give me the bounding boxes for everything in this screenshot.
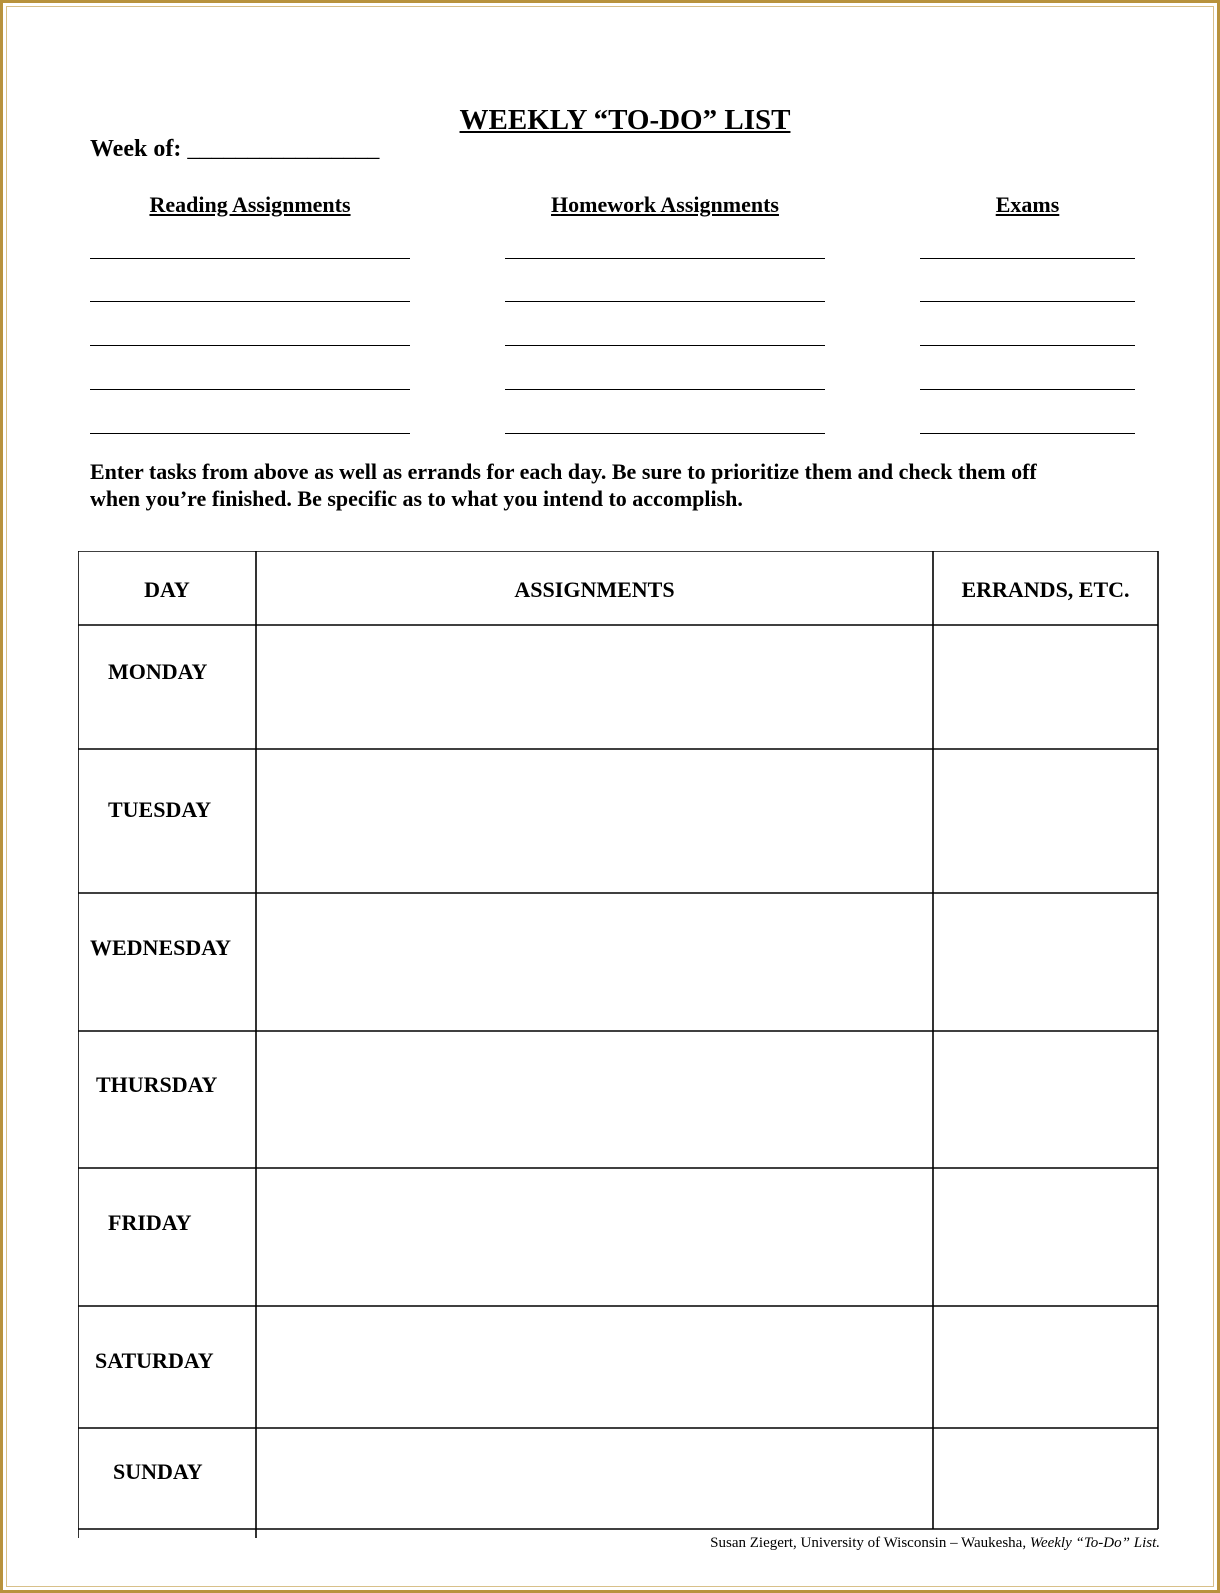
saturday-assignments-cell[interactable] <box>257 1307 932 1427</box>
friday-assignments-cell[interactable] <box>257 1169 932 1305</box>
header-assignments: ASSIGNMENTS <box>514 577 675 602</box>
section-1-blank-line[interactable] <box>90 301 410 302</box>
sunday-assignments-cell[interactable] <box>257 1429 932 1528</box>
day-tuesday: TUESDAY <box>108 797 212 822</box>
week-of-field <box>90 136 379 163</box>
header-day: DAY <box>144 577 190 602</box>
page-title: WEEKLY “TO-DO” LIST <box>459 104 791 136</box>
header-errands: ERRANDS, ETC. <box>961 577 1130 602</box>
footer-credit <box>710 1535 1160 1552</box>
section-1-blank-line[interactable] <box>90 258 410 259</box>
thursday-assignments-cell[interactable] <box>257 1032 932 1167</box>
monday-errands-cell[interactable] <box>934 626 1157 748</box>
section-1-blank-line[interactable] <box>90 345 410 346</box>
saturday-errands-cell[interactable] <box>934 1307 1157 1427</box>
day-saturday: SATURDAY <box>95 1348 214 1373</box>
wednesday-assignments-cell[interactable] <box>257 894 932 1030</box>
instructions-line-1: Enter tasks from above as well as errands for each day. Be sure to prioritize them and check them off <box>90 459 1037 484</box>
section-3-blank-line[interactable] <box>920 258 1135 259</box>
weekly-table <box>78 551 1158 1538</box>
footer-credit-text: Susan Ziegert, University of Wisconsin – Waukesha, <box>710 1535 1030 1551</box>
exams-heading: Exams <box>995 192 1060 217</box>
day-friday: FRIDAY <box>108 1210 192 1235</box>
tuesday-errands-cell[interactable] <box>934 750 1157 892</box>
tuesday-assignments-cell[interactable] <box>257 750 932 892</box>
day-thursday: THURSDAY <box>96 1072 218 1097</box>
section-2-blank-line[interactable] <box>505 389 825 390</box>
homework-assignments-heading: Homework Assignments <box>551 192 779 217</box>
day-monday: MONDAY <box>108 659 208 684</box>
sunday-errands-cell[interactable] <box>934 1429 1157 1528</box>
section-3-blank-line[interactable] <box>920 433 1135 434</box>
section-2-blank-line[interactable] <box>505 345 825 346</box>
section-1-blank-line[interactable] <box>90 389 410 390</box>
day-sunday: SUNDAY <box>113 1459 203 1484</box>
friday-errands-cell[interactable] <box>934 1169 1157 1305</box>
section-3-blank-line[interactable] <box>920 345 1135 346</box>
section-2-blank-line[interactable] <box>505 258 825 259</box>
thursday-errands-cell[interactable] <box>934 1032 1157 1167</box>
week-of-label: Week of: <box>90 136 182 162</box>
section-2-blank-line[interactable] <box>505 433 825 434</box>
section-3-blank-line[interactable] <box>920 301 1135 302</box>
section-3-blank-line[interactable] <box>920 389 1135 390</box>
instructions-line-2: when you’re finished. Be specific as to what you intend to accomplish. <box>90 486 743 511</box>
week-of-blank[interactable]: ________________ <box>187 136 380 162</box>
section-1-blank-line[interactable] <box>90 433 410 434</box>
footer-credit-title: Weekly “To-Do” List. <box>1029 1535 1160 1551</box>
section-2-blank-line[interactable] <box>505 301 825 302</box>
reading-assignments-heading: Reading Assignments <box>149 192 351 217</box>
instructions <box>90 458 1170 512</box>
day-wednesday: WEDNESDAY <box>90 935 232 960</box>
wednesday-errands-cell[interactable] <box>934 894 1157 1030</box>
monday-assignments-cell[interactable] <box>257 626 932 748</box>
